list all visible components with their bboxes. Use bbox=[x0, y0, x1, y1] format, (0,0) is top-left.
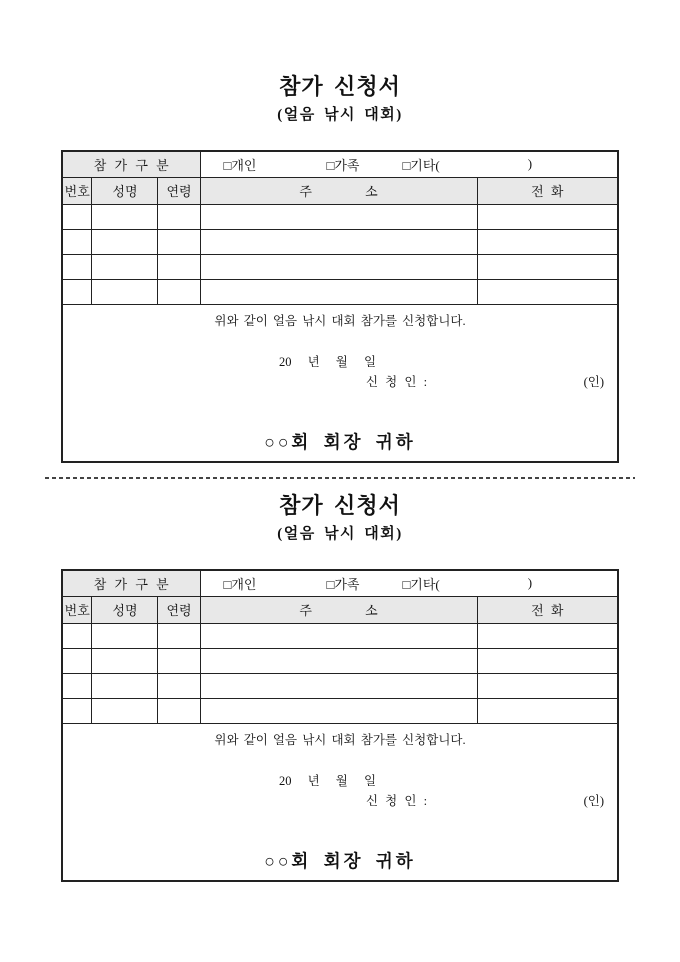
entry-cell-address[interactable] bbox=[200, 229, 477, 254]
entry-row bbox=[62, 229, 618, 254]
entry-cell-age[interactable] bbox=[158, 648, 200, 673]
participants-table bbox=[61, 150, 619, 463]
entry-cell-address[interactable] bbox=[200, 279, 477, 304]
entry-cell-name[interactable] bbox=[92, 623, 158, 648]
addressee: ○○회 회장 귀하 bbox=[264, 431, 416, 452]
entry-cell-number[interactable] bbox=[62, 204, 92, 229]
entry-cell-number[interactable] bbox=[62, 673, 92, 698]
entry-cell-phone[interactable] bbox=[477, 623, 618, 648]
footer-cell bbox=[62, 304, 618, 462]
entry-cell-number[interactable] bbox=[62, 623, 92, 648]
entry-cell-age[interactable] bbox=[158, 698, 200, 723]
checkbox-option-other[interactable]: □기타( bbox=[402, 576, 440, 592]
entry-cell-name[interactable] bbox=[92, 279, 158, 304]
entry-cell-phone[interactable] bbox=[477, 229, 618, 254]
footer-row bbox=[62, 723, 618, 881]
applicant-line bbox=[63, 375, 617, 389]
checkbox-option-other[interactable]: □기타( bbox=[402, 157, 440, 173]
checkbox-option-family[interactable]: □가족 bbox=[326, 576, 360, 592]
applicant-line bbox=[63, 794, 617, 808]
category-label: 참 가 구 분 bbox=[62, 570, 200, 596]
seal-label: (인) bbox=[583, 793, 605, 808]
entry-cell-address[interactable] bbox=[200, 673, 477, 698]
category-label: 참 가 구 분 bbox=[62, 151, 200, 177]
entry-cell-number[interactable] bbox=[62, 698, 92, 723]
entry-cell-phone[interactable] bbox=[477, 698, 618, 723]
table-header-row bbox=[62, 177, 618, 204]
entry-cell-phone[interactable] bbox=[477, 648, 618, 673]
entry-row bbox=[62, 698, 618, 723]
col-header-number: 번호 bbox=[62, 177, 92, 204]
date-line: 20 년 월 일 bbox=[278, 773, 377, 788]
checkbox-option-individual[interactable]: □개인 bbox=[223, 157, 257, 173]
entry-cell-phone[interactable] bbox=[477, 279, 618, 304]
entry-cell-age[interactable] bbox=[158, 623, 200, 648]
entry-cell-number[interactable] bbox=[62, 279, 92, 304]
footer-cell bbox=[62, 723, 618, 881]
entry-cell-phone[interactable] bbox=[477, 673, 618, 698]
applicant-label: 신 청 인 : bbox=[365, 374, 428, 389]
entry-cell-number[interactable] bbox=[62, 229, 92, 254]
footer-row bbox=[62, 304, 618, 462]
application-form-copy-1 bbox=[0, 0, 680, 463]
entry-cell-age[interactable] bbox=[158, 229, 200, 254]
entry-cell-age[interactable] bbox=[158, 254, 200, 279]
entry-cell-name[interactable] bbox=[92, 204, 158, 229]
entry-cell-name[interactable] bbox=[92, 254, 158, 279]
col-header-address: 주 소 bbox=[200, 177, 477, 204]
entry-cell-age[interactable] bbox=[158, 204, 200, 229]
col-header-age: 연령 bbox=[158, 177, 200, 204]
entry-cell-age[interactable] bbox=[158, 673, 200, 698]
entry-row bbox=[62, 279, 618, 304]
applicant-label: 신 청 인 : bbox=[365, 793, 428, 808]
col-header-phone: 전 화 bbox=[477, 596, 618, 623]
entry-row bbox=[62, 648, 618, 673]
participants-table bbox=[61, 569, 619, 882]
category-options-cell bbox=[200, 570, 618, 596]
form-subtitle: (얼음 낚시 대회) bbox=[277, 526, 403, 542]
checkbox-option-individual[interactable]: □개인 bbox=[223, 576, 257, 592]
entry-row bbox=[62, 623, 618, 648]
col-header-number: 번호 bbox=[62, 596, 92, 623]
entry-row bbox=[62, 673, 618, 698]
col-header-phone: 전 화 bbox=[477, 177, 618, 204]
col-header-age: 연령 bbox=[158, 596, 200, 623]
entry-cell-name[interactable] bbox=[92, 648, 158, 673]
entry-cell-address[interactable] bbox=[200, 254, 477, 279]
entry-cell-address[interactable] bbox=[200, 698, 477, 723]
col-header-address: 주 소 bbox=[200, 596, 477, 623]
entry-row bbox=[62, 254, 618, 279]
entry-row bbox=[62, 204, 618, 229]
entry-cell-name[interactable] bbox=[92, 698, 158, 723]
other-close-paren: ) bbox=[527, 575, 533, 591]
entry-cell-number[interactable] bbox=[62, 648, 92, 673]
col-header-name: 성명 bbox=[92, 596, 158, 623]
entry-cell-phone[interactable] bbox=[477, 204, 618, 229]
entry-cell-age[interactable] bbox=[158, 279, 200, 304]
entry-cell-address[interactable] bbox=[200, 204, 477, 229]
entry-cell-name[interactable] bbox=[92, 229, 158, 254]
checkbox-option-family[interactable]: □가족 bbox=[326, 157, 360, 173]
entry-cell-phone[interactable] bbox=[477, 254, 618, 279]
application-form-copy-2 bbox=[0, 479, 680, 882]
category-row bbox=[62, 151, 618, 177]
application-statement: 위와 같이 얼음 낚시 대회 참가를 신청합니다. bbox=[214, 313, 466, 328]
col-header-name: 성명 bbox=[92, 177, 158, 204]
form-title: 참가 신청서 bbox=[279, 74, 401, 99]
other-close-paren: ) bbox=[527, 156, 533, 172]
addressee: ○○회 회장 귀하 bbox=[264, 850, 416, 871]
form-subtitle: (얼음 낚시 대회) bbox=[277, 107, 403, 123]
form-title: 참가 신청서 bbox=[279, 493, 401, 518]
table-header-row bbox=[62, 596, 618, 623]
seal-label: (인) bbox=[583, 374, 605, 389]
category-row bbox=[62, 570, 618, 596]
entry-cell-address[interactable] bbox=[200, 623, 477, 648]
entry-cell-address[interactable] bbox=[200, 648, 477, 673]
date-line: 20 년 월 일 bbox=[278, 354, 377, 369]
entry-cell-number[interactable] bbox=[62, 254, 92, 279]
category-options-cell bbox=[200, 151, 618, 177]
entry-cell-name[interactable] bbox=[92, 673, 158, 698]
application-statement: 위와 같이 얼음 낚시 대회 참가를 신청합니다. bbox=[214, 732, 466, 747]
